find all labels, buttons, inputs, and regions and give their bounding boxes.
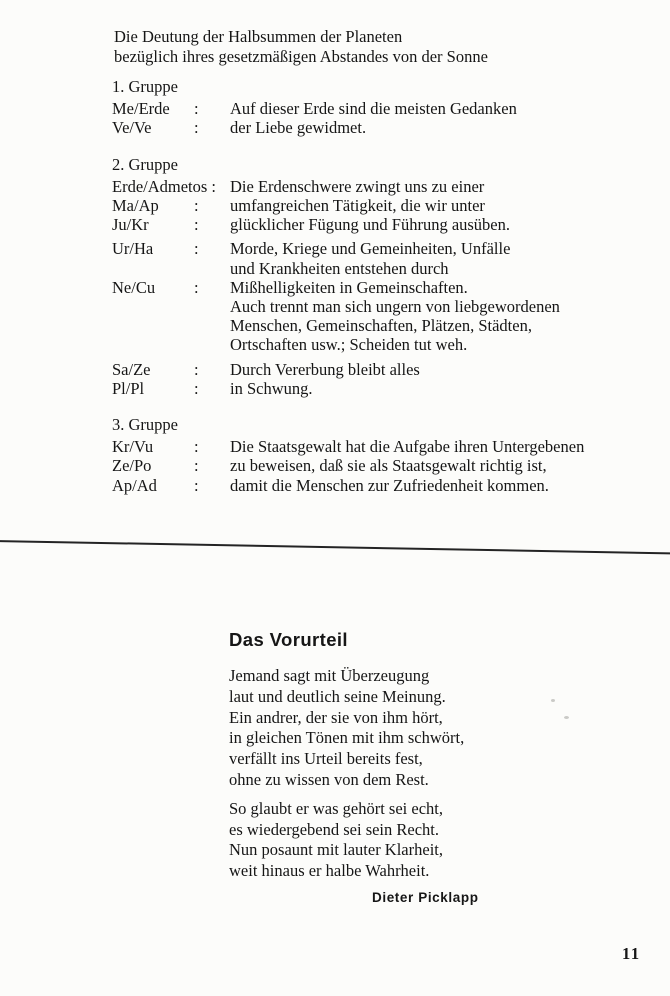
planet-pair-label: Ve/Ve xyxy=(112,118,152,138)
group-block xyxy=(112,177,652,235)
interpretation-text xyxy=(230,456,652,475)
groups xyxy=(112,77,652,495)
scan-speck xyxy=(551,699,555,702)
interpretation-line: Die Staatsgewalt hat die Aufgabe ihren Untergebenen xyxy=(230,437,585,457)
colon-separator: : xyxy=(194,359,199,379)
group-block xyxy=(112,360,652,398)
interpretation-line: Auch trennt man sich ungern von liebgewordenen xyxy=(230,297,560,317)
halfsum-row xyxy=(112,239,652,277)
poem-line: So glaubt er was gehört sei echt, xyxy=(229,798,443,818)
planet-pair-label: Erde/Admetos : xyxy=(112,176,217,196)
interpretation-line: glücklicher Fügung und Führung ausüben. xyxy=(230,215,511,235)
planet-pair-label: Me/Erde xyxy=(112,99,170,119)
colon-separator xyxy=(192,177,230,196)
poem-line: es wiedergebend sei sein Recht. xyxy=(229,819,440,839)
halfsum-row xyxy=(112,177,652,196)
halfsum-row xyxy=(112,476,652,495)
group-title: 1. Gruppe xyxy=(112,77,178,96)
interpretation-line: Mißhelligkeiten in Gemeinschaften. xyxy=(230,277,468,297)
interpretation-line: in Schwung. xyxy=(230,378,313,398)
planet-pair-label: Ze/Po xyxy=(112,456,152,476)
interpretation-text xyxy=(230,177,652,196)
colon-separator: : xyxy=(194,215,199,235)
poem-line: Nun posaunt mit lauter Klarheit, xyxy=(229,840,443,860)
poem-stanzas xyxy=(229,666,589,882)
interpretation-text xyxy=(230,215,652,234)
colon-separator: : xyxy=(194,378,199,398)
interpretation-text xyxy=(230,437,652,456)
group-block xyxy=(112,239,652,354)
interpretation-text xyxy=(230,239,652,277)
poem-section xyxy=(229,629,589,909)
interpretation-line: Morde, Kriege und Gemeinheiten, Unfälle xyxy=(230,239,511,259)
interpretation-group xyxy=(112,77,652,138)
interpretation-text xyxy=(230,360,652,379)
interpretation-group xyxy=(112,155,652,398)
colon-separator: : xyxy=(194,196,199,216)
halfsum-row xyxy=(112,437,652,456)
poem-stanza xyxy=(229,799,589,882)
heading-line-1: Die Deutung der Halbsummen der Planeten xyxy=(114,27,403,46)
interpretation-line: und Krankheiten entstehen durch xyxy=(230,258,449,278)
poem-author: Dieter Picklapp xyxy=(372,889,479,905)
interpretation-line: der Liebe gewidmet. xyxy=(230,118,367,138)
poem-line: Jemand sagt mit Überzeugung xyxy=(229,666,430,685)
page-number: 11 xyxy=(622,944,641,963)
halfsum-row xyxy=(112,196,652,215)
poem-title: Das Vorurteil xyxy=(229,629,348,650)
interpretation-line: Durch Vererbung bleibt alles xyxy=(230,359,420,379)
interpretation-line: Ortschaften usw.; Scheiden tut weh. xyxy=(230,335,468,355)
halfsum-row xyxy=(112,215,652,234)
horizontal-rule xyxy=(0,540,670,554)
interpretation-line: Menschen, Gemeinschaften, Plätzen, Städten, xyxy=(230,316,532,336)
group-block xyxy=(112,437,652,495)
interpretation-text xyxy=(230,476,652,495)
planet-pair-label: Ap/Ad xyxy=(112,475,157,495)
interpretation-line: damit die Menschen zur Zufriedenheit kommen. xyxy=(230,475,549,495)
interpretation-text xyxy=(230,196,652,215)
poem-line: weit hinaus er halbe Wahrheit. xyxy=(229,861,430,881)
planet-pair-label: Ne/Cu xyxy=(112,277,156,297)
poem-line: verfällt ins Urteil bereits fest, xyxy=(229,749,423,769)
halfsum-row xyxy=(112,360,652,379)
interpretation-line: Auf dieser Erde sind die meisten Gedanken xyxy=(230,99,517,119)
planet-pair-label: Ur/Ha xyxy=(112,239,154,259)
halfsum-row xyxy=(112,99,652,118)
group-block xyxy=(112,99,652,137)
interpretation-text xyxy=(230,379,652,398)
colon-separator: : xyxy=(194,239,199,259)
document-heading xyxy=(114,27,488,66)
group-title: 2. Gruppe xyxy=(112,154,178,174)
planet-pair-label: Sa/Ze xyxy=(112,359,151,379)
colon-separator: : xyxy=(194,456,199,476)
planet-pair-label: Ju/Kr xyxy=(112,215,149,235)
colon-separator: : xyxy=(194,99,199,119)
halfsum-row xyxy=(112,456,652,475)
interpretation-line: zu beweisen, daß sie als Staatsgewalt richtig ist, xyxy=(230,456,547,476)
poem-line: Ein andrer, der sie von ihm hört, xyxy=(229,707,443,727)
poem-stanza xyxy=(229,666,589,791)
planet-pair-label: Kr/Vu xyxy=(112,437,154,457)
interpretation-group xyxy=(112,415,652,495)
interpretation-text xyxy=(230,99,652,118)
halfsum-row xyxy=(112,118,652,137)
interpretation-text xyxy=(230,278,652,355)
heading-line-2: bezüglich ihres gesetzmäßigen Abstandes von der Sonne xyxy=(114,46,488,66)
colon-separator: : xyxy=(194,437,199,457)
colon-separator: : xyxy=(194,475,199,495)
halfsum-row xyxy=(112,278,652,355)
colon-separator: : xyxy=(194,277,199,297)
colon-separator: : xyxy=(194,118,199,138)
scan-speck xyxy=(564,716,569,719)
interpretation-line: umfangreichen Tätigkeit, die wir unter xyxy=(230,196,485,216)
group-title: 3. Gruppe xyxy=(112,415,178,435)
interpretation-line: Die Erdenschwere zwingt uns zu einer xyxy=(230,176,485,196)
poem-line: ohne zu wissen von dem Rest. xyxy=(229,769,429,789)
poem-line: laut und deutlich seine Meinung. xyxy=(229,686,446,706)
planet-pair-label: Pl/Pl xyxy=(112,378,145,398)
interpretation-text xyxy=(230,118,652,137)
planet-pair-label: Ma/Ap xyxy=(112,196,159,216)
poem-line: in gleichen Tönen mit ihm schwört, xyxy=(229,728,465,748)
halfsum-row xyxy=(112,379,652,398)
